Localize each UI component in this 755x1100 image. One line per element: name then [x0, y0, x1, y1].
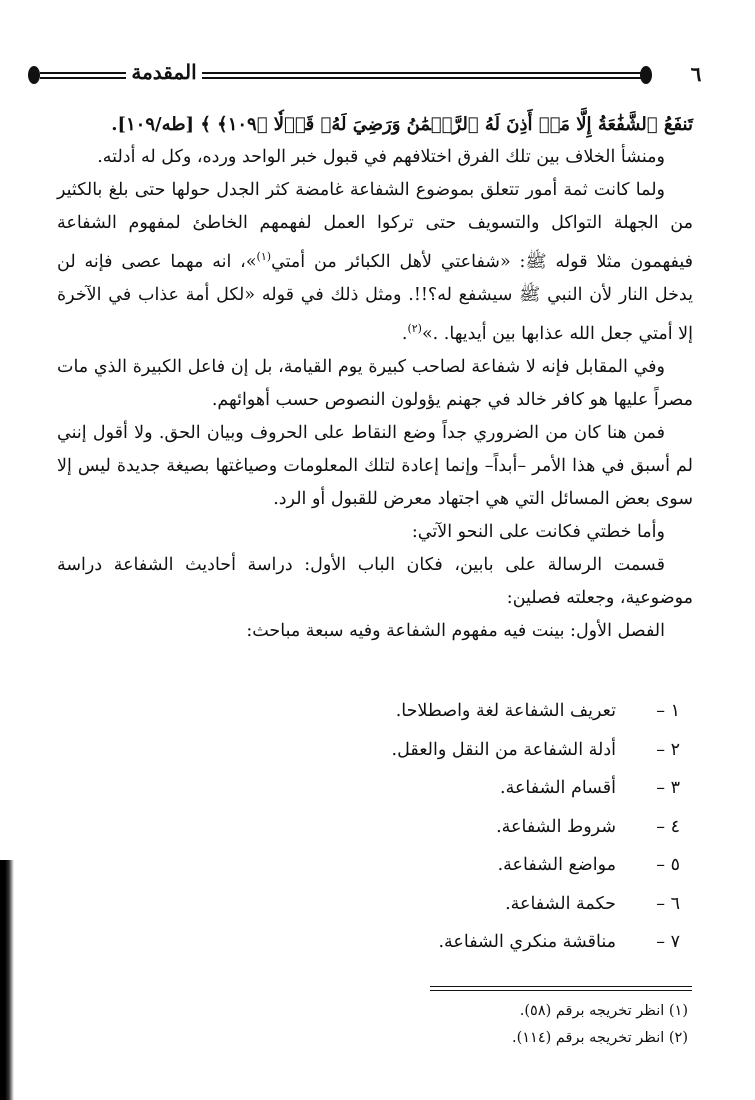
list-item — [300, 885, 680, 924]
paragraph-text: »، انه مهما عصى فإنه لن يدخل النار لأن النبي ﷺ سيشفع له؟!!. ومثل ذلك في قوله «لكل أمة عذاب في الآخرة إلا أمتي جعل الله عذابها بين أيديها. .» — [57, 251, 693, 344]
paragraph: فمن هنا كان من الضروري جداً وضع النقاط على الحروف وبيان الحق. ولا أقول إنني لم أسبق في هذا الأمر –أبداً– وإنما إعادة لتلك المعلومات وصياغتها بصيغة جديدة ليس إلا سوى بعض المسائل التي هي اجتهاد معرض للقبول أو الرد. — [57, 422, 693, 509]
header-rule-right — [202, 72, 642, 79]
header-ornament-right — [640, 66, 652, 84]
header-title: المقدمة — [131, 60, 197, 84]
quran-verse: تَنفَعُ ٱلشَّفَٰعَةُ إِلَّا مَنۡ أَذِنَ لَهُ ٱلرَّحۡمَٰنُ وَرَضِيَ لَهُۥ قَوۡلٗا ﴿١٠٩﴾ ﴾ [طه/١٠٩]. — [111, 114, 693, 135]
list-text: أدلة الشفاعة من النقل والعقل. — [391, 739, 616, 760]
header-rule-left — [40, 72, 126, 79]
list-item — [300, 923, 680, 962]
list-item — [300, 808, 680, 847]
list-number: ١ – — [656, 701, 680, 722]
footnote-1: (١) انظر تخريجه برقم (٥٨). — [519, 1003, 688, 1019]
body-text — [57, 108, 693, 648]
paragraph-text: . — [401, 323, 408, 344]
list-number: ٥ – — [656, 855, 680, 876]
list-text: تعريف الشفاعة لغة واصطلاحا. — [395, 701, 616, 722]
list-item — [300, 769, 680, 808]
list-number: ٦ – — [656, 893, 680, 914]
list-number: ٧ – — [656, 932, 680, 953]
header-ornament-left — [28, 66, 40, 84]
list-item — [300, 731, 680, 770]
scan-edge-shadow — [0, 860, 14, 1100]
paragraph-text: ولما كانت ثمة أمور تتعلق بموضوع الشفاعة غامضة كثر الجدل حولها حتى بلغ بالكثير من الجهلة التواكل والتسويف حتى تركوا العمل لفهمهم الخاطئ لمفهوم الشفاعة فيفهمون مثلا قوله ﷺ: «شفاعتي لأهل الكبائر من أمتي — [57, 180, 694, 272]
paragraph: وفي المقابل فإنه لا شفاعة لصاحب كبيرة يوم القيامة، بل إن فاعل الكبيرة الذي مات مصراً عليها هو كافر خالد في جهنم يؤولون النصوص حسب أهوائهم. — [57, 356, 693, 410]
list-number: ٤ – — [656, 816, 680, 837]
footnote-ref-1: (١) — [256, 250, 272, 263]
list-item — [300, 692, 680, 731]
list-text: مواضع الشفاعة. — [497, 855, 616, 876]
footnote-separator — [430, 986, 692, 991]
paragraph-hadith — [57, 174, 693, 351]
list-item — [300, 846, 680, 885]
list-number: ٢ – — [656, 739, 680, 760]
list-number: ٣ – — [656, 778, 680, 799]
list-text: حكمة الشفاعة. — [505, 893, 616, 914]
paragraph: ومنشأ الخلاف بين تلك الفرق اختلافهم في قبول خبر الواحد ورده، وكل له أدلته. — [97, 147, 665, 167]
paragraph: الفصل الأول: بينت فيه مفهوم الشفاعة وفيه سبعة مباحث: — [246, 620, 665, 641]
page-number: ٦ — [690, 62, 702, 86]
list-text: مناقشة منكري الشفاعة. — [438, 932, 616, 953]
list-text: أقسام الشفاعة. — [500, 778, 616, 799]
paragraph: قسمت الرسالة على بابين، فكان الباب الأول: دراسة أحاديث الشفاعة دراسة موضوعية، وجعلته فصلين: — [57, 554, 693, 608]
list-text: شروط الشفاعة. — [496, 816, 616, 837]
footnotes — [300, 998, 688, 1052]
running-header — [28, 60, 702, 94]
footnote-ref-2: (٢) — [407, 321, 422, 335]
footnote-2: (٢) انظر تخريجه برقم (١١٤). — [511, 1030, 688, 1046]
topics-list — [300, 692, 680, 962]
paragraph: وأما خطتي فكانت على النحو الآتي: — [411, 521, 665, 542]
